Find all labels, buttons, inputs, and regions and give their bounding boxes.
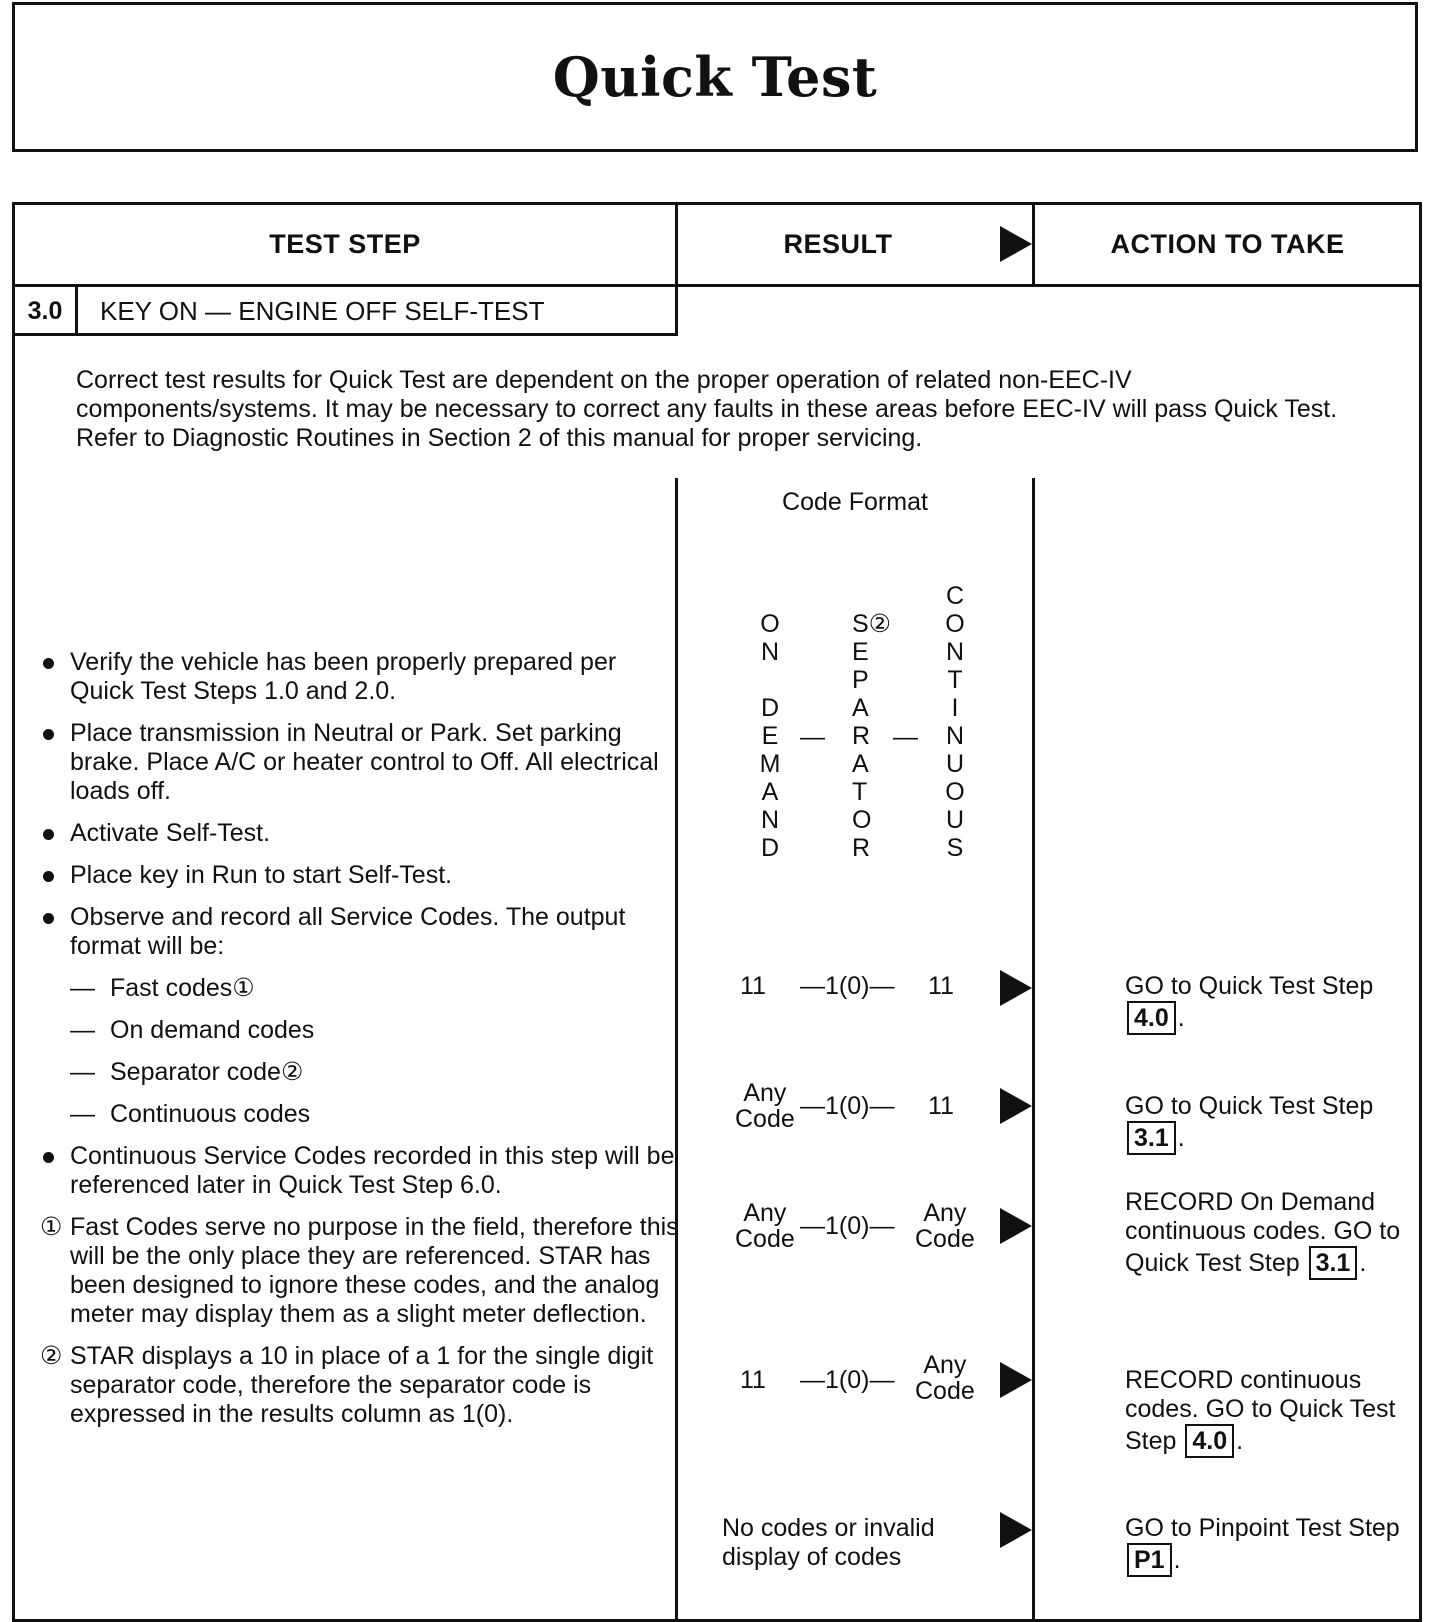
continuous-letter: U <box>945 806 965 834</box>
separator-letter: P <box>852 666 869 694</box>
separator-letter: S② <box>852 610 892 638</box>
result-continuous: Any Code <box>915 1199 975 1253</box>
separator-letter: O <box>852 806 872 834</box>
continuous-letter: T <box>947 666 963 694</box>
continuous-letter: O <box>945 610 965 638</box>
on-demand-letter: N <box>760 638 780 666</box>
separator-letter: E <box>852 638 869 666</box>
result-separator: —1(0)— <box>800 1366 895 1394</box>
title-box <box>12 2 1418 152</box>
output-format-item: — On demand codes <box>70 1016 315 1044</box>
result-on-demand: 11 <box>740 972 766 1000</box>
result-no-codes: No codes or invalid display of codes <box>722 1514 935 1571</box>
instruction-bullet: Observe and record all Service Codes. The output format will be: <box>40 903 680 961</box>
result-on-demand: 11 <box>740 1366 766 1394</box>
page-title: Quick Test <box>552 45 878 109</box>
on-demand-letter: M <box>759 750 781 778</box>
result-arrow-icon <box>1000 1208 1032 1244</box>
result-continuous: 11 <box>928 1092 954 1120</box>
result-arrow-icon <box>1000 1088 1032 1124</box>
result-arrow-icon <box>1000 970 1032 1006</box>
instruction-bullet: Place key in Run to start Self-Test. <box>40 861 680 890</box>
code-format-label: Code Format <box>782 488 928 516</box>
continuous-note: Continuous Service Codes recorded in this step will be referenced later in Quick Test Step 6.0. <box>40 1142 680 1200</box>
continuous-letter: C <box>945 582 965 610</box>
continuous-letter: O <box>945 778 965 806</box>
result-arrow-icon <box>1000 1362 1032 1398</box>
instruction-list <box>40 648 680 1442</box>
separator-letter: R <box>852 722 871 750</box>
instruction-bullet: Activate Self-Test. <box>40 819 680 848</box>
result-continuous: Any Code <box>915 1351 975 1405</box>
result-arrow-icon <box>1000 1512 1032 1548</box>
action-cell: RECORD continuous codes. GO to Quick Test Step 4.0 . <box>1125 1366 1425 1458</box>
on-demand-letter: N <box>760 806 780 834</box>
on-demand-letter: O <box>760 610 780 638</box>
step-reference[interactable]: 4.0 <box>1185 1424 1234 1458</box>
action-cell: GO to Quick Test Step 3.1 . <box>1125 1092 1425 1155</box>
output-format-item: — Fast codes① <box>70 974 255 1002</box>
code-format-dash: — <box>893 723 918 751</box>
result-separator: —1(0)— <box>800 1092 895 1120</box>
result-on-demand: Any Code <box>735 1199 795 1253</box>
code-format-dash: — <box>800 723 825 751</box>
result-separator: —1(0)— <box>800 972 895 1000</box>
step-number: 3.0 <box>27 296 63 325</box>
separator-letter: R <box>852 834 871 862</box>
continuous-letter: N <box>945 638 965 666</box>
action-cell: GO to Quick Test Step 4.0 . <box>1125 972 1425 1035</box>
continuous-letter: U <box>945 750 965 778</box>
continuous-letter: N <box>945 722 965 750</box>
step-reference[interactable]: 4.0 <box>1127 1001 1176 1035</box>
continuous-column <box>935 582 975 862</box>
on-demand-letter: A <box>761 778 779 806</box>
continuous-letter: S <box>946 834 964 862</box>
output-format-item: — Separator code② <box>70 1058 304 1086</box>
output-format-item: — Continuous codes <box>70 1100 311 1128</box>
header-arrow-icon <box>1000 226 1032 262</box>
header-result: RESULT <box>783 228 893 259</box>
on-demand-letter <box>750 666 790 694</box>
step-reference[interactable]: 3.1 <box>1309 1246 1358 1280</box>
instruction-bullet: Verify the vehicle has been properly prepared per Quick Test Steps 1.0 and 2.0. <box>40 648 680 706</box>
action-cell: RECORD On Demand continuous codes. GO to Quick Test Step 3.1 . <box>1125 1188 1425 1280</box>
result-separator: —1(0)— <box>800 1212 895 1240</box>
on-demand-letter: D <box>760 834 780 862</box>
continuous-letter: I <box>951 694 959 722</box>
separator-letter: A <box>852 750 869 778</box>
result-on-demand: Any Code <box>735 1079 795 1133</box>
action-column-divider <box>1032 478 1035 1622</box>
header-action: ACTION TO TAKE <box>1110 228 1345 259</box>
footnote: ② STAR displays a 10 in place of a 1 for the single digit separator code, therefore the separator code is expressed in the results column as 1(0). <box>40 1342 654 1428</box>
on-demand-letter: E <box>761 722 779 750</box>
step-title: KEY ON — ENGINE OFF SELF-TEST <box>100 295 545 326</box>
result-continuous: 11 <box>928 972 954 1000</box>
action-cell: GO to Pinpoint Test Step P1 . <box>1125 1514 1425 1577</box>
header-test-step: TEST STEP <box>269 228 421 259</box>
step-bottom-rule <box>12 333 678 336</box>
instruction-bullet: Place transmission in Neutral or Park. Set parking brake. Place A/C or heater control to Off. All electrical loads off. <box>40 719 680 806</box>
on-demand-letter: D <box>760 694 780 722</box>
step-title-end <box>675 284 678 336</box>
separator-letter: T <box>852 778 868 806</box>
separator-letter: A <box>852 694 869 722</box>
footnote: ① Fast Codes serve no purpose in the field, therefore this will be the only place they are referenced. STAR has been designed to ignore these codes, and the analog meter may display them as a slight meter deflection. <box>40 1213 679 1328</box>
step-reference[interactable]: 3.1 <box>1127 1121 1176 1155</box>
step-reference[interactable]: P1 <box>1127 1543 1172 1577</box>
on-demand-column <box>750 610 790 862</box>
intro-paragraph: Correct test results for Quick Test are dependent on the proper operation of related non-EEC-IV components/systems. It may be necessary to correct any faults in these areas before EEC-IV will pass Quick Test. Refer to Diagnostic Routines in Section 2 of this manual for proper servicing. <box>76 366 1338 452</box>
step-number-divider <box>75 284 78 336</box>
